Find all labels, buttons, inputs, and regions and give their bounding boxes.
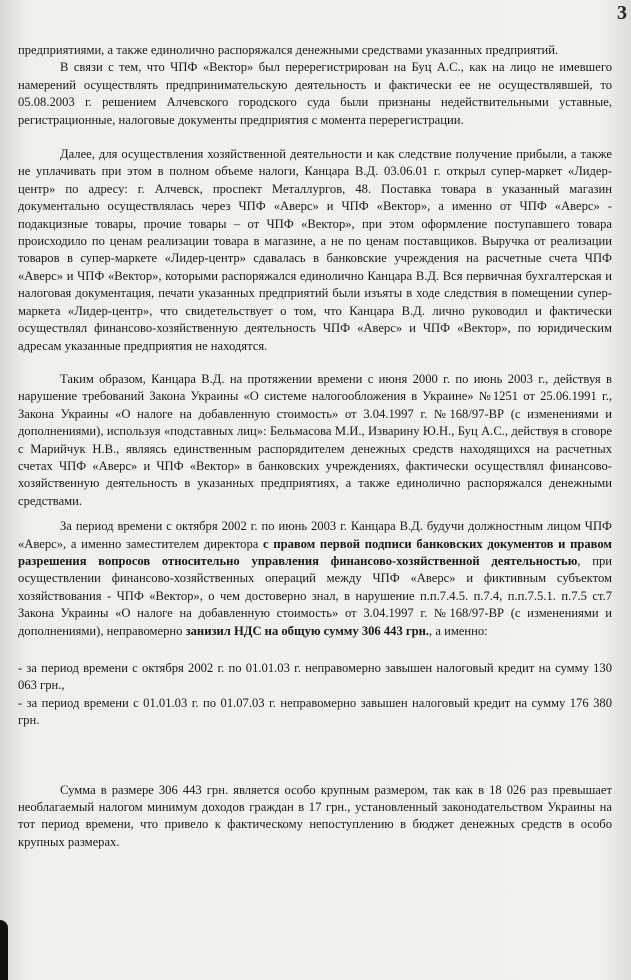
page-number: 3 [617, 2, 627, 24]
bold-text-vat-sum: занизил НДС на общую сумму 306 443 грн. [185, 623, 430, 638]
list-item-period-2: - за период времени с 01.01.03 г. по 01.07.03 г. неправомерно завышен налоговый кредит на сумму 176 380 грн. [18, 695, 612, 728]
paragraph-especially-large-amount: Сумма в размере 306 443 грн. является особо крупным размером, так как в 18 026 раз превышает необлагаемый налогом минимум доходов граждан в 17 грн., установленный законодательством Украины на тот период времени, что привело к фактическому непоступлению в бюджет денежных средств в особо крупных размерах. [18, 782, 612, 849]
text-run: , а именно: [429, 623, 488, 638]
paragraph-leader-center: Далее, для осуществления хозяйственной деятельности и как следствие получение прибыли, а также не уплачивать при этом в полном объеме налоги, Канцара В.Д. 03.06.01 г. открыл супер-маркет «Лидер-центр» по адресу: г. Алчевск, проспект Металлургов, 48. Поставка товара в указанный магазин документально осуществлялась через ЧПФ «Аверс» и ЧПФ «Вектор», а именно от ЧПФ «Аверс» - подакцизные товары, прочие товары – от ЧПФ «Вектор», при этом оформление поступавшего товара происходило по ценам реализации товара в магазине, а не по ценам поставщиков. Выручка от реализации товаров в супер-маркете «Лидер-центр» сдавалась в банковские учреждения на расчетные счета ЧПФ «Аверс» и ЧПФ «Вектор», которыми распоряжался единолично Канцара В.Д. Вся первичная бухгалтерская и налоговая документация, печати указанных предприятий были изъяты в ходе следствия в помещении супер-маркета «Лидер-центр», что свидетельствует о том, что Канцара В.Д. лично руководил и фактически осуществлял финансово-хозяйственную деятельность ЧПФ «Аверс» и ЧПФ «Вектор», по юридическим адресам указанные предприятия не находятся. [18, 147, 612, 353]
list-item-period-1: - за период времени с октября 2002 г. по 01.01.03 г. неправомерно завышен налоговый кредит на сумму 130 063 грн., [18, 661, 612, 693]
text-run: , при осуществлении финансово-хозяйственных операций между ЧПФ «Аверс» и фиктивным субъектом хозяйствования - ЧПФ «Вектор», о чем достоверно знал, в нарушение п.п.7.4.5. п.7.4, п.п.7.5.1. п.7.5 ст.7 Закона Украины «О налоге на добавленную стоимость» от 3.04.1997 г. №168/97-ВР (с изменениями и дополнениями), неправомерно [18, 553, 612, 638]
paragraph-vector-reregistration: В связи с тем, что ЧПФ «Вектор» был перерегистрирован на Буц А.С., как на лицо не имевшего намерений осуществлять предпринимательскую деятельность и фактически ее не осуществлявшей, то 05.08.2003 г. решением Алчевского городского суда были признаны недействительными уставные, регистрационные, налоговые документы предприятия с момента перерегистрации. [18, 60, 612, 127]
document-body [18, 42, 612, 851]
text-run: За период времени с октября 2002 г. по июнь 2003 г. Канцара В.Д. будучи должностным лицом ЧПФ «Аверс», а именно заместителем директора [18, 519, 612, 551]
paragraph-continuation: предприятиями, а также единолично распоряжался денежными средствами указанных предприятий. [18, 43, 559, 57]
paragraph-summary: Таким образом, Канцара В.Д. на протяжении времени с июня 2000 г. по июнь 2003 г., действуя в нарушение требований Закона Украины «О системе налогообложения в Украине» №1251 от 25.06.1991 г., Закона Украины «О налоге на добавленную стоимость» от 3.04.1997 г. №168/97-ВР (с изменениями и дополнениями), используя «подставных лиц»: Бельмасова М.И., Изварину Ю.Н., Буц А.С., действуя в сговоре с Марийчук Н.В., являясь единственным распорядителем денежных средств находящихся на расчетных счетах ЧПФ «Аверс» и ЧПФ «Вектор» в банковских учреждениях, фактически осуществлял финансово-хозяйственную деятельность в указанных предприятиях, а также единолично распоряжался денежными средствами. [18, 371, 612, 508]
scan-edge-shadow [0, 920, 8, 980]
bold-text-signing-rights: с правом первой подписи банковских документов и правом разрешения вопросов относительно управления финансово-хозяйственной деятельностью [18, 536, 612, 568]
paragraph-vat-understatement [18, 518, 612, 640]
